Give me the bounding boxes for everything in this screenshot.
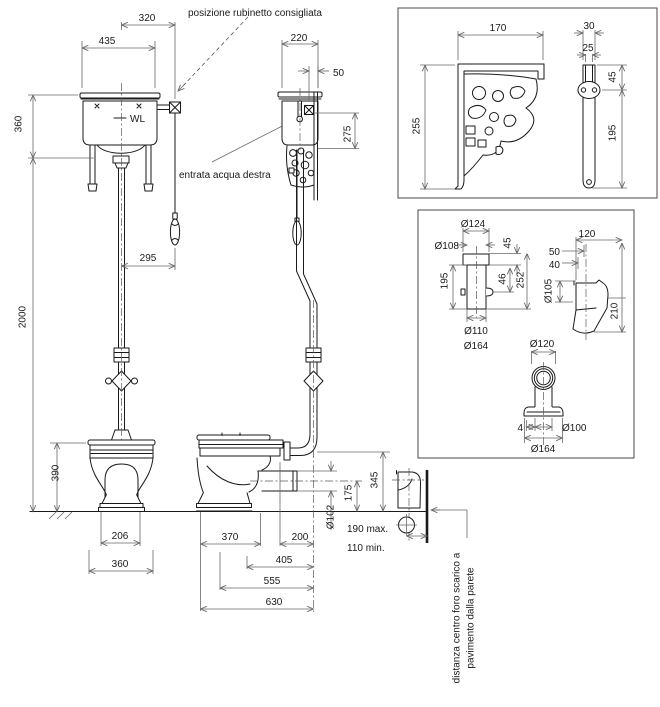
toilet-side (197, 433, 298, 511)
dim-40-elbow: 40 (548, 260, 560, 271)
dim-d108: Ø108 (434, 241, 459, 252)
wall-elbow (397, 471, 421, 509)
dim-275: 275 (342, 125, 354, 143)
note-posizione-rubinetto: posizione rubinetto consigliata (188, 8, 322, 19)
bracket-detail-box (398, 8, 657, 198)
dim-195-strap: 195 (607, 124, 619, 142)
note-wall-distance-line1: distanza centro foro scarico a (451, 552, 463, 684)
dim-d164-connector: Ø164 (463, 341, 489, 352)
front-dimensions (28, 17, 294, 574)
dim-46: 46 (497, 273, 509, 285)
dim-120: 120 (578, 229, 596, 240)
dim-255: 255 (411, 117, 423, 135)
dim-d105: Ø105 (543, 278, 555, 304)
note-wall-distance-line2: pavimento dalla parete (465, 567, 477, 669)
dim-360-cistern: 360 (13, 115, 25, 133)
floor-line (30, 512, 427, 520)
dim-390: 390 (50, 464, 62, 482)
dim-630: 630 (265, 597, 283, 608)
dim-45-connector: 45 (502, 237, 514, 249)
note-110-min: 110 min. (347, 543, 385, 554)
dim-435: 435 (98, 36, 116, 47)
dim-d124: Ø124 (460, 219, 486, 230)
floor-flange-piece (524, 362, 563, 445)
dim-220: 220 (290, 33, 308, 44)
dim-30: 30 (583, 21, 595, 32)
dim-d110: Ø110 (464, 326, 488, 337)
front-view (14, 8, 323, 574)
dim-370: 370 (221, 532, 239, 543)
dim-295: 295 (139, 253, 157, 264)
dim-d120: Ø120 (529, 339, 555, 350)
note-entrata-acqua: entrata acqua destra (179, 170, 271, 181)
cistern-front (80, 93, 160, 191)
dim-175: 175 (343, 484, 355, 502)
note-190-max: 190 max. (347, 524, 389, 535)
dim-405: 405 (275, 555, 293, 566)
dim-170: 170 (489, 23, 507, 34)
dim-195-connector: 195 (439, 272, 451, 290)
dim-360-base: 360 (111, 559, 129, 570)
dim-25: 25 (582, 43, 594, 54)
dim-50: 50 (333, 68, 345, 79)
dim-210: 210 (609, 302, 621, 320)
fittings-detail-box (418, 210, 634, 458)
dim-45-strap: 45 (607, 71, 619, 83)
dim-206: 206 (111, 531, 129, 542)
wall-drain-detail (347, 468, 477, 683)
dim-252: 252 (515, 271, 527, 289)
dim-4: 4 (517, 423, 523, 434)
dim-320: 320 (138, 13, 156, 24)
tap-position-symbol (157, 102, 181, 113)
dim-d164-flange: Ø164 (530, 444, 556, 455)
dim-102: Ø102 (325, 504, 337, 530)
dim-50-elbow: 50 (548, 247, 560, 258)
dim-555: 555 (263, 576, 281, 587)
water-line-label: WL (130, 114, 145, 125)
dim-345: 345 (369, 471, 381, 489)
bracket-strap-side (578, 65, 600, 188)
dim-200: 200 (291, 532, 309, 543)
ornate-bracket-front (455, 64, 544, 189)
dim-2000: 2000 (17, 305, 29, 329)
dim-d100: Ø100 (562, 423, 587, 434)
straight-connector (461, 246, 493, 318)
toilet-front (88, 440, 155, 512)
